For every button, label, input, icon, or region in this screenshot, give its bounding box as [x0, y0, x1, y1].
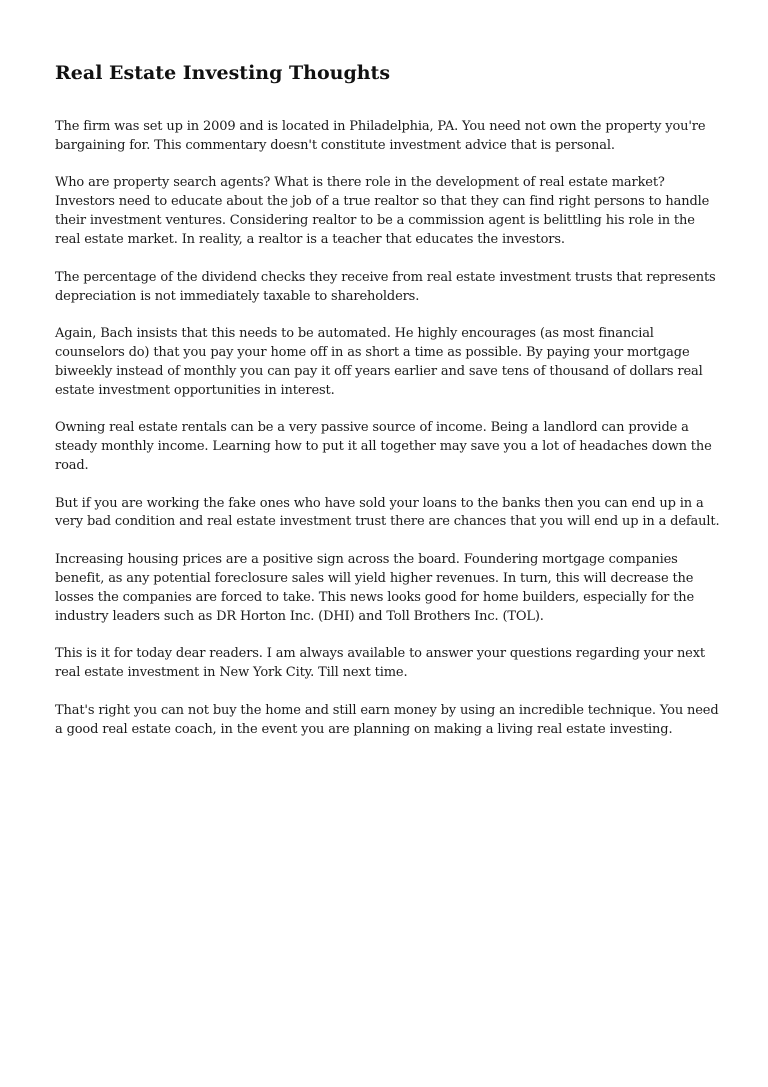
paragraph-4: Again, Bach insists that this needs to be automated. He highly encourages (as most financial counselors do) that you pay your home off in as short a time as possible. By paying your mortgage biweekly instead of monthly you can pay it off years earlier and save tens of thousand of dollars real estate investment opportunities in interest.	[55, 326, 703, 398]
paragraph-8: This is it for today dear readers. I am always available to answer your questions regarding your next real estate investment in New York City. Till next time.	[55, 646, 705, 681]
document-page	[55, 60, 720, 758]
document-title: Real Estate Investing Thoughts	[55, 62, 391, 84]
paragraph-5: Owning real estate rentals can be a very passive source of income. Being a landlord can provide a steady monthly income. Learning how to put it all together may save you a lot of headaches down the road.	[55, 420, 712, 474]
paragraph-9: That's right you can not buy the home and still earn money by using an incredible technique. You need a good real estate coach, in the event you are planning on making a living real estate investing.	[55, 702, 719, 737]
paragraph-7: Increasing housing prices are a positive sign across the board. Foundering mortgage companies benefit, as any potential foreclosure sales will yield higher revenues. In turn, this will decrease the losses the companies are forced to take. This news looks good for home builders, especially for the industry leaders such as DR Horton Inc. (DHI) and Toll Brothers Inc. (TOL).	[55, 551, 695, 624]
paragraph-6: But if you are working the fake ones who have sold your loans to the banks then you can end up in a very bad condition and real estate investment trust there are chances that you will end up in a default.	[55, 495, 720, 530]
paragraph-1: The firm was set up in 2009 and is located in Philadelphia, PA. You need not own the property you're bargaining for. This commentary doesn't constitute investment advice that is personal.	[55, 119, 706, 153]
paragraph-2: Who are property search agents? What is there role in the development of real estate market? Investors need to educate about the job of a true realtor so that they can find right persons to handle their investment ventures. Considering realtor to be a commission agent is belittling his role in the real estate market. In reality, a realtor is a teacher that educates the investors.	[55, 175, 710, 248]
paragraph-3: The percentage of the dividend checks they receive from real estate investment trusts that represents depreciation is not immediately taxable to shareholders.	[55, 269, 716, 304]
